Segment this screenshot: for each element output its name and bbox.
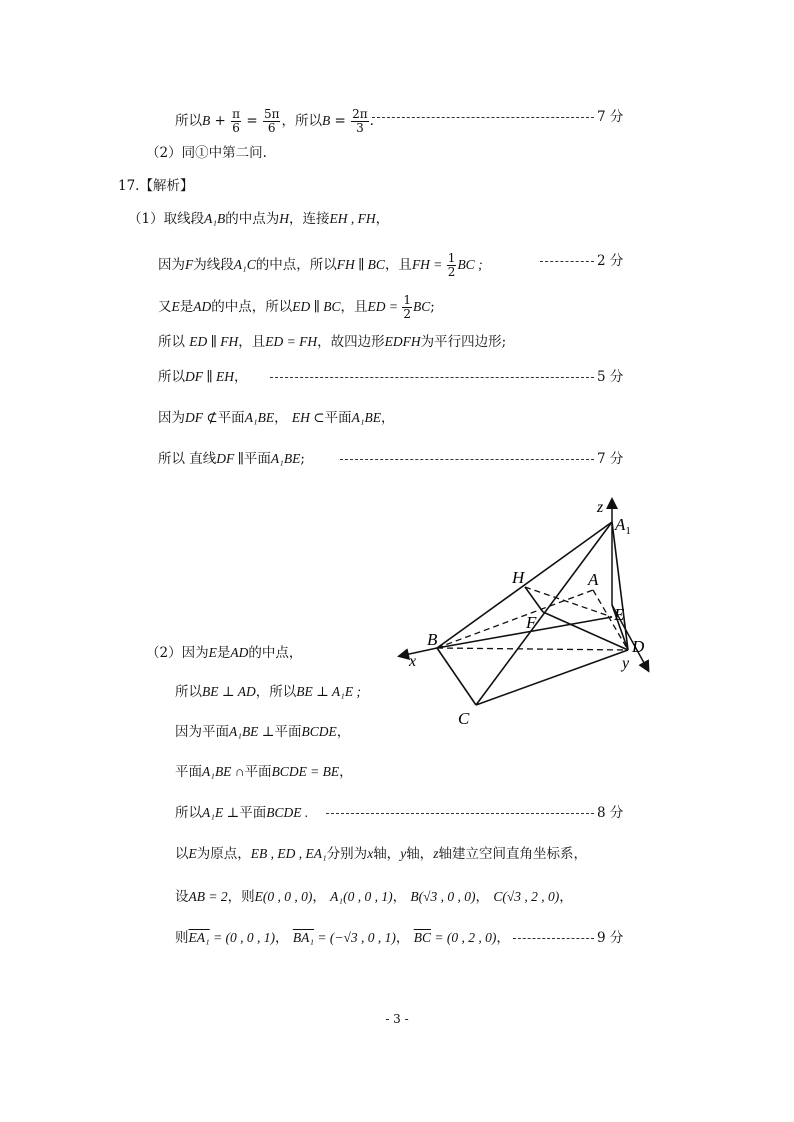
fraction: $\frac{1}{2}$ bbox=[403, 293, 411, 321]
dotted-leader bbox=[340, 459, 594, 460]
edge-BC bbox=[437, 648, 476, 705]
fraction: $\frac{2\pi}{3}$ bbox=[352, 107, 368, 135]
line-9: 因为DF ⊄平面A₁BE， EH ⊂平面A₁BE， bbox=[158, 410, 395, 426]
edge-CD bbox=[476, 650, 628, 705]
line-4: （1）取线段A₁B的中点为H，连接EH , FH， bbox=[128, 211, 390, 227]
label-D: D bbox=[632, 637, 645, 656]
line-17: 设AB = 2，则E(0 , 0 , 0)， A₁(0 , 0 , 1)， B(√3 , 0 , 0)， C(√3 , 2 , 0)， bbox=[175, 889, 573, 905]
score-label: 7 分 bbox=[597, 451, 624, 467]
line-18: 则EA₁ = (0 , 0 , 1)， BA₁ = (−√3 , 0 , 1)， $\overline{BC} = (0$ , 2 , 0)， bbox=[175, 930, 510, 946]
dotted-leader bbox=[540, 261, 594, 262]
label-B: B bbox=[427, 630, 438, 649]
edge-BA bbox=[437, 590, 593, 648]
dotted-leader bbox=[513, 938, 594, 939]
label-x: x bbox=[409, 653, 417, 670]
label-A1: $A_1$ bbox=[615, 515, 631, 537]
label-y: y bbox=[622, 655, 630, 672]
fraction: $\frac{1}{2}$ bbox=[447, 251, 456, 279]
x-axis bbox=[400, 648, 437, 656]
line-10: 所以 直线DF ∥平面A₁BE; bbox=[158, 451, 305, 467]
page-number: - 3 - bbox=[385, 1012, 409, 1026]
line-11: （2）因为E是AD的中点， bbox=[146, 645, 303, 661]
label-E: E bbox=[614, 605, 625, 624]
dotted-leader bbox=[372, 117, 594, 118]
line-8: 所以DF ∥ EH， bbox=[158, 369, 248, 385]
score-label: 9 分 bbox=[597, 930, 624, 946]
label-z: z bbox=[597, 499, 604, 516]
edge-HE bbox=[525, 587, 612, 617]
edge-HF bbox=[525, 587, 543, 612]
edge-BE bbox=[437, 617, 612, 648]
line-2: （2）同①中第二问. bbox=[146, 145, 267, 161]
label-F: F bbox=[526, 613, 537, 632]
line-5: 因为F为线段A₁C的中点，所以FH ∥ BC，且FH = $\frac{1}{2}$ BC ; bbox=[158, 251, 483, 279]
label-H: H bbox=[512, 568, 525, 587]
edge-A1B bbox=[437, 522, 612, 648]
label-C: C bbox=[458, 709, 470, 728]
section-heading: 17.【解析】 bbox=[118, 178, 194, 194]
geometry-figure bbox=[390, 490, 660, 740]
line-16: 以E为原点，EB , ED , EA₁分别为x轴，y轴，z轴建立空间直角坐标系， bbox=[175, 846, 587, 862]
edge-A1D bbox=[612, 522, 628, 650]
score-label: 8 分 bbox=[597, 805, 624, 821]
score-label: 7 分 bbox=[597, 109, 624, 125]
line-1: 所以B + $\frac{\pi}{6}$ = $\frac{5\pi}{6}$ ，所以B = $\frac{2\pi}{3}$ . bbox=[175, 107, 374, 135]
edge-BD bbox=[437, 648, 628, 650]
line-14: 平面A₁BE ∩平面BCDE = BE， bbox=[175, 764, 353, 780]
fraction: $\frac{5\pi}{6}$ bbox=[263, 107, 280, 135]
line-7: 所以 ED ∥ FH，且ED = FH，故四边形EDFH为平行四边形; bbox=[158, 334, 507, 350]
dotted-leader bbox=[270, 377, 594, 378]
line-13: 因为平面A₁BE ⊥平面BCDE， bbox=[175, 724, 351, 740]
score-label: 5 分 bbox=[597, 369, 624, 385]
fraction: $\frac{\pi}{6}$ bbox=[232, 107, 241, 135]
score-label: 2 分 bbox=[597, 253, 624, 269]
dotted-leader bbox=[326, 813, 594, 814]
edge-A1C bbox=[476, 522, 612, 705]
label-A: A bbox=[588, 570, 599, 589]
line-6: 又E是AD的中点，所以ED ∥ BC，且ED = $\frac{1}{2}$ BC; bbox=[158, 293, 435, 321]
line-15: 所以A₁E ⊥平面BCDE . bbox=[175, 805, 309, 821]
line-12: 所以BE ⊥ AD，所以BE ⊥ A₁E ; bbox=[175, 684, 361, 700]
